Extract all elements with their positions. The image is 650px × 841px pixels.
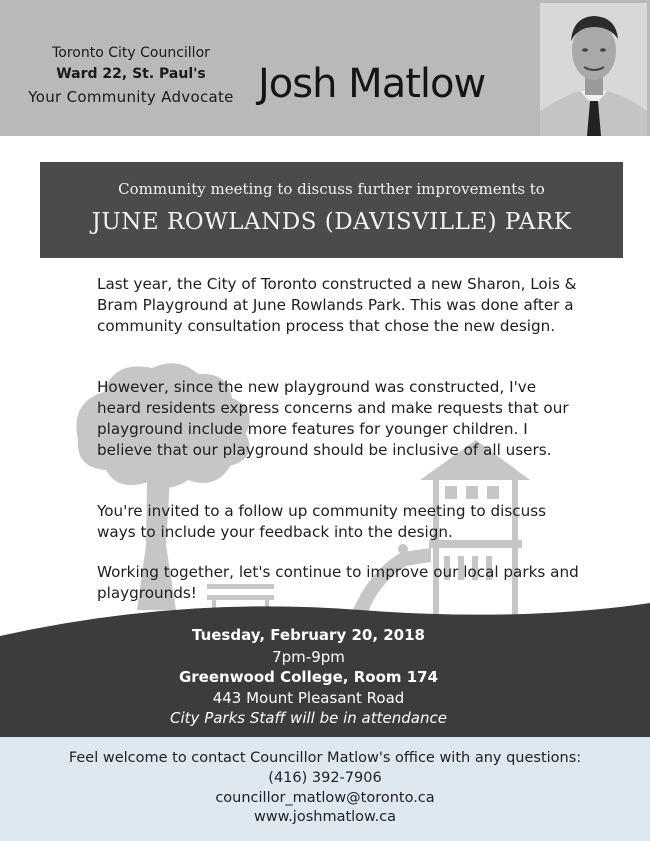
event-note: City Parks Staff will be in attendance (170, 709, 447, 727)
phone-number: (416) 392-7906 (268, 770, 382, 786)
banner-subtitle: Community meeting to discuss further improvements to (118, 180, 545, 198)
paragraph-closing: Working together, let's continue to improve our local parks and playgrounds! (97, 563, 579, 602)
contact-footer (0, 737, 650, 841)
banner-title: JUNE ROWLANDS (DAVISVILLE) PARK (91, 209, 572, 235)
header-ward-line: Ward 22, St. Paul's (56, 66, 206, 82)
paragraph-intro: Last year, the City of Toronto constructed a new Sharon, Lois & Bram Playground at June Rowlands Park. This was done after a community consultation process that chose the new design. (97, 275, 577, 335)
paragraph-concerns: However, since the new playground was constructed, I've heard residents express concerns and make requests that our playground include more features for younger children. I believe that our playground should be inclusive of all users. (97, 378, 569, 459)
event-date: Tuesday, February 20, 2018 (192, 626, 425, 644)
header-tagline: Your Community Advocate (28, 88, 234, 106)
header-title-line: Toronto City Councillor (52, 45, 210, 61)
event-location: Greenwood College, Room 174 (178, 668, 439, 686)
event-time: 7pm-9pm (272, 648, 345, 666)
event-address: 443 Mount Pleasant Road (212, 689, 405, 707)
paragraph-invitation: You're invited to a follow up community meeting to discuss ways to include your feedback into the design. (97, 502, 547, 541)
email-address: councillor_matlow@toronto.ca (215, 790, 435, 806)
website-url: www.joshmatlow.ca (253, 809, 397, 825)
councillor-name: Josh Matlow (258, 61, 486, 107)
contact-line: Feel welcome to contact Councillor Matlow's office with any questions: (68, 750, 582, 766)
